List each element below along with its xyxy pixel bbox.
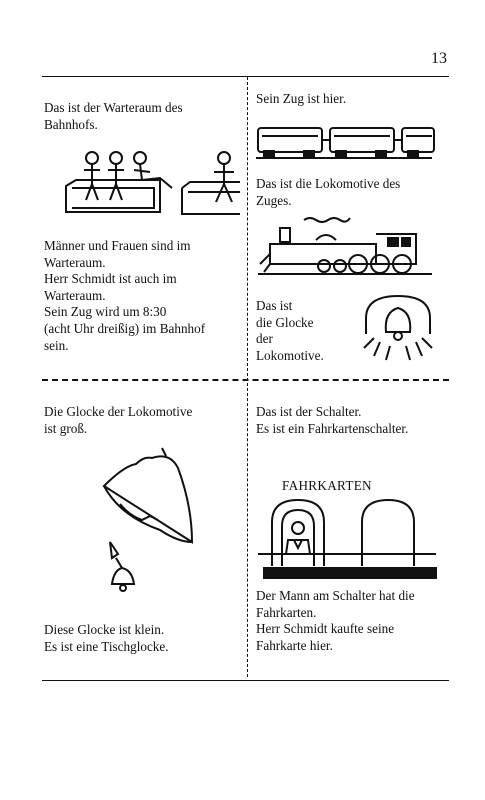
middle-dashed-rule [42, 379, 449, 381]
ticket-counter-illustration [258, 496, 436, 582]
locomotive-bell-illustration [356, 290, 440, 362]
bottom-rule [42, 680, 449, 681]
train-cars-illustration [256, 124, 432, 162]
locomotive-caption: Das ist die Lokomotive des Zuges. [256, 176, 401, 208]
center-dashed-divider [247, 77, 248, 677]
waiting-room-illustration [64, 148, 240, 220]
ticket-counter-description: Der Mann am Schalter hat die Fahrkarten. Herr Schmidt kaufte seine Fahrkarte hier. [256, 588, 415, 653]
big-bell-illustration [100, 446, 220, 606]
ticket-sign: FAHRKARTEN [282, 478, 372, 493]
top-rule [42, 76, 449, 77]
page-number: 13 [431, 50, 447, 67]
ticket-counter-caption: Das ist der Schalter. Es ist ein Fahrkartenschalter. [256, 404, 409, 436]
big-bell-caption: Die Glocke der Lokomotive ist groß. [44, 404, 193, 436]
train-caption: Sein Zug ist hier. [256, 91, 347, 106]
table-bell-caption: Diese Glocke ist klein. Es ist eine Tischglocke. [44, 622, 169, 654]
waiting-room-caption: Das ist der Warteraum des Bahnhofs. [44, 100, 183, 132]
locomotive-illustration [256, 214, 434, 278]
locomotive-bell-caption: Das ist die Glocke der Lokomotive. [256, 298, 324, 363]
waiting-room-description: Männer und Frauen sind im Warteraum. Herr Schmidt ist auch im Warteraum. Sein Zug wird um 8:30 (acht Uhr dreißig) im Bahnhof sein. [44, 238, 206, 353]
